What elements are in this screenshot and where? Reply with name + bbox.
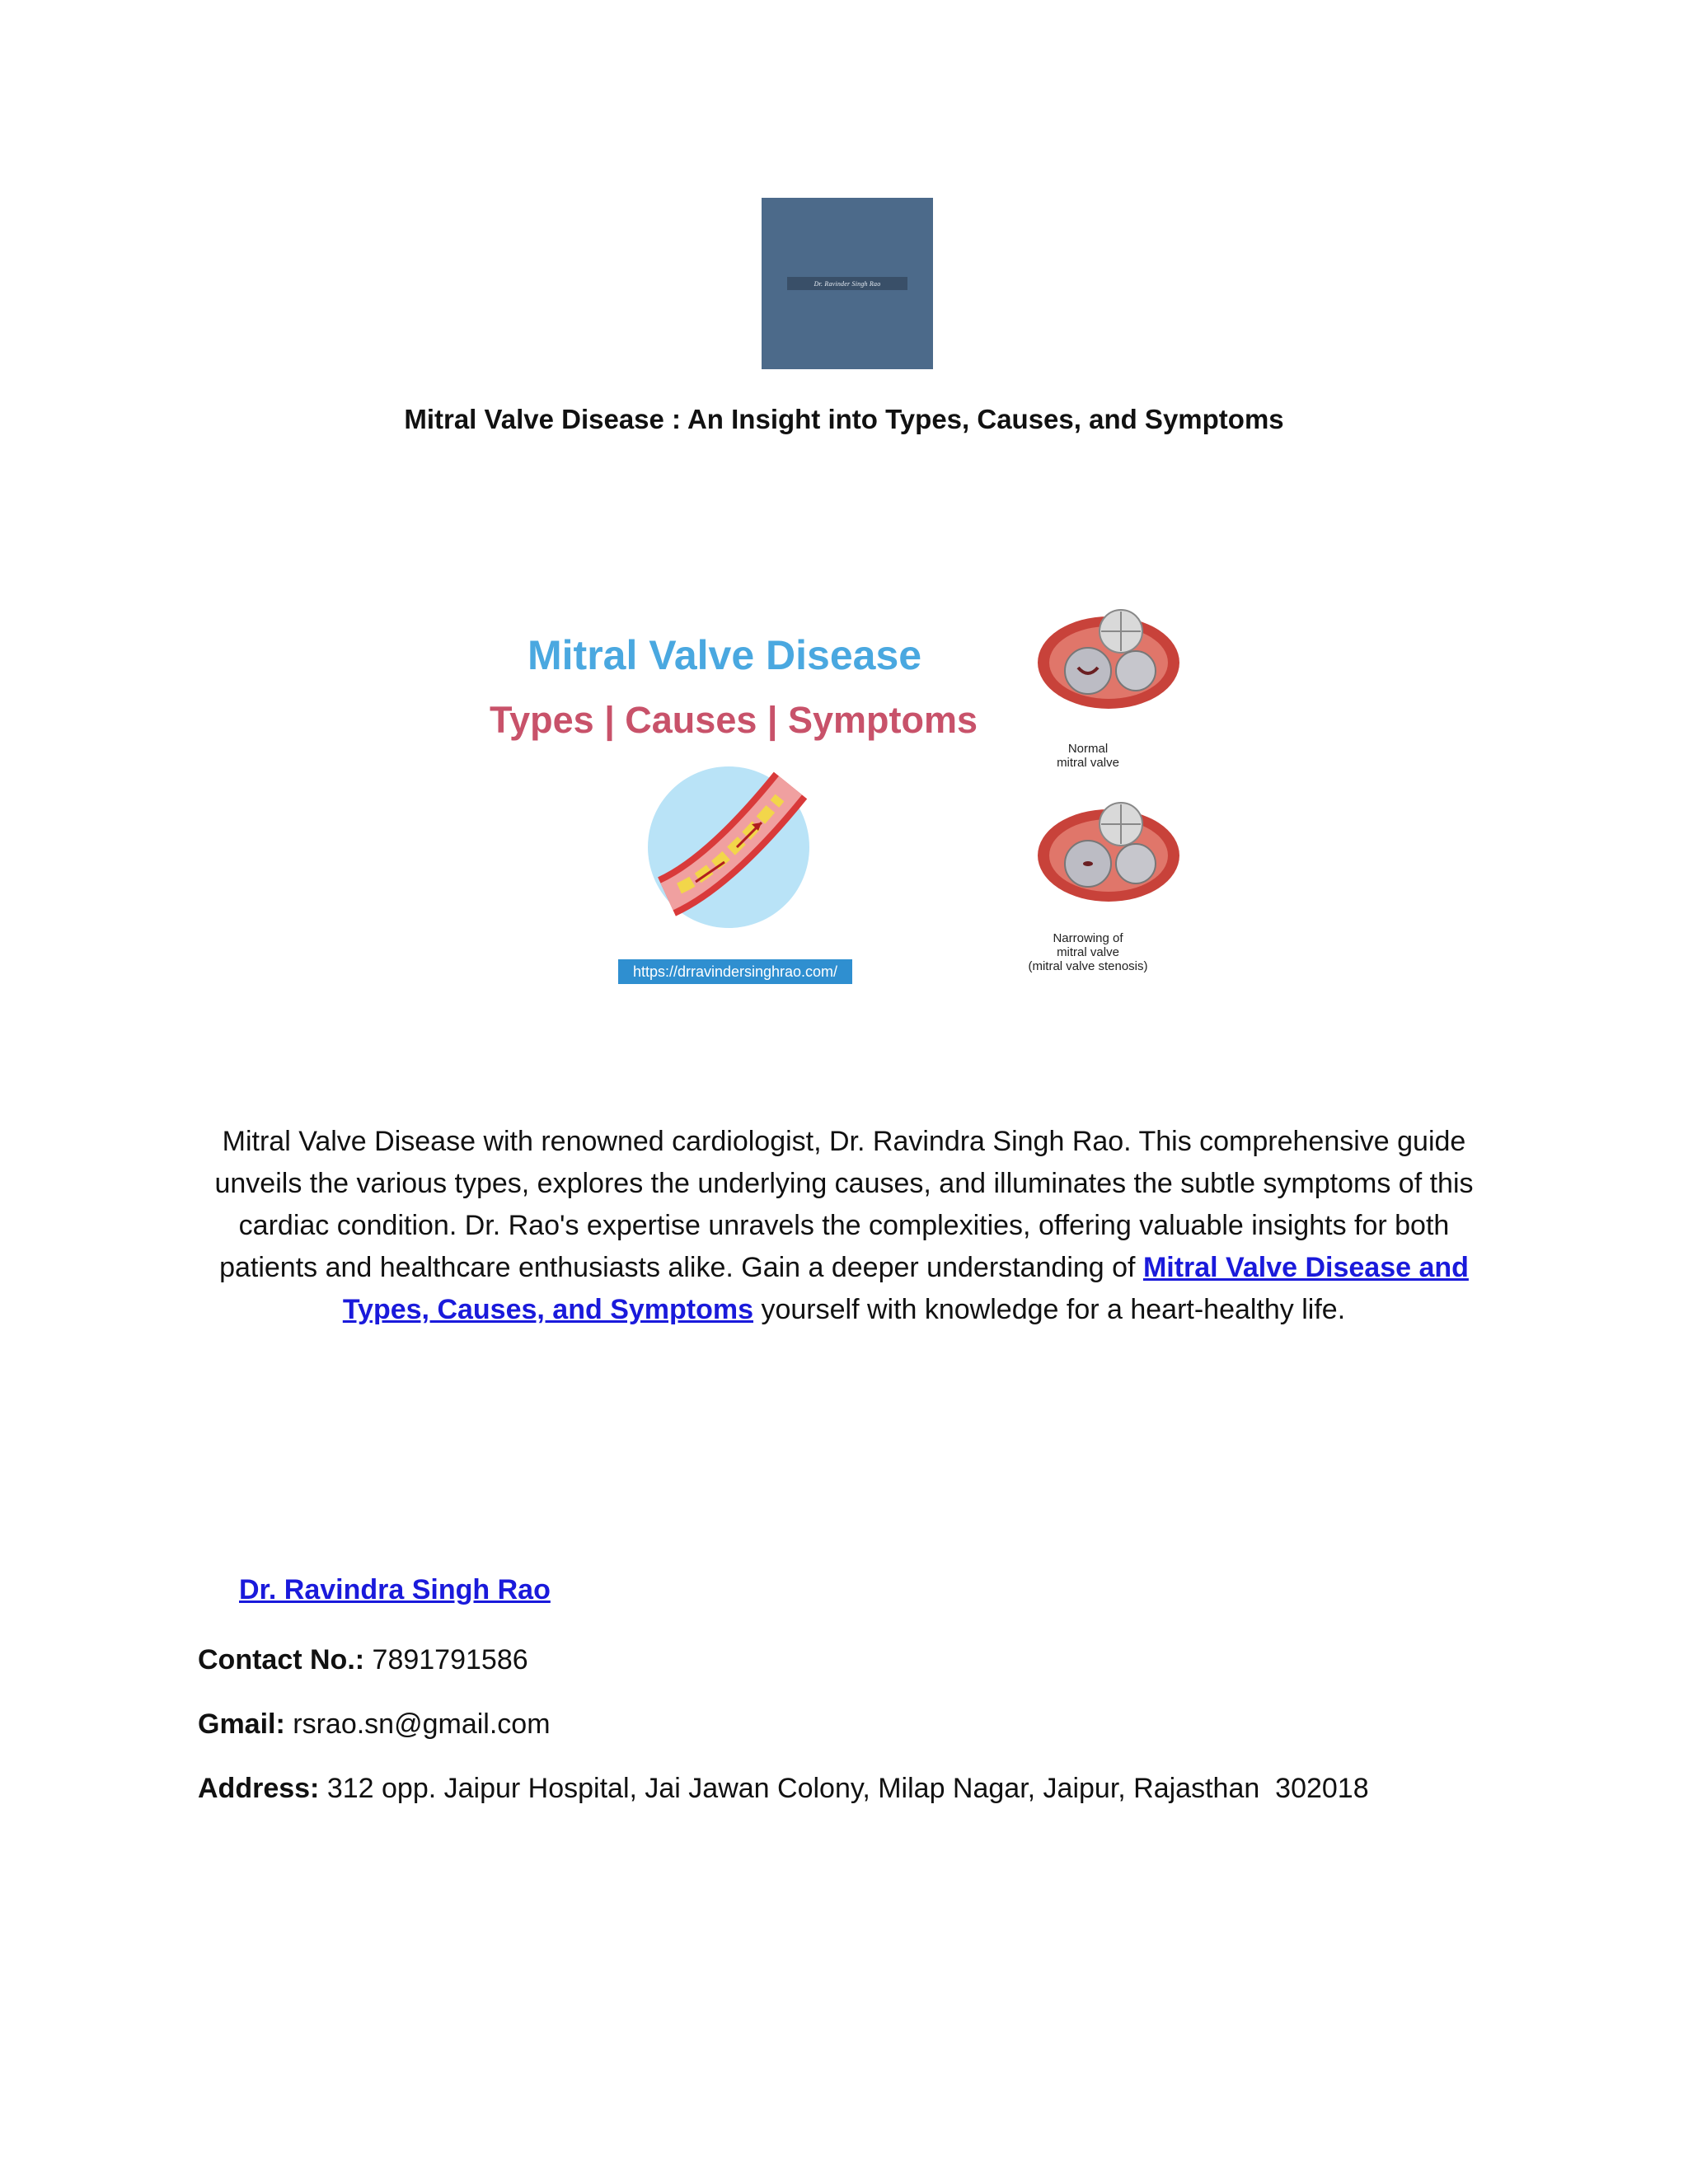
body-text-intro: Mitral Valve Disease with renowned cardiologist, Dr. Ravindra Singh Rao. This comprehensive guide unveils the various types, explores the underlying causes, and illuminates the subtle symptoms of this cardiac condition. Dr. Rao's expertise unravels the complexities, offering valuable insights for both patients and healthcare enthusiasts alike. Gain a deeper understanding of <box>214 1126 1474 1283</box>
caption-line: mitral valve <box>1057 945 1119 959</box>
article-link[interactable]: Mitral Valve Disease and Types, Causes, and Symptoms <box>342 1252 1469 1325</box>
contact-gmail <box>198 1708 551 1741</box>
contact-phone <box>198 1644 528 1676</box>
caption-line: Normal <box>1067 742 1109 756</box>
document-title: Mitral Valve Disease : An Insight into Types, Causes, and Symptoms <box>404 404 1284 434</box>
website-url-badge: https://drravindersinghrao.com/ <box>618 959 852 984</box>
caption-line: Narrowing of <box>1053 931 1123 945</box>
infographic-title: Mitral Valve Disease <box>528 632 922 678</box>
narrowed-valve-illustration <box>1030 796 1187 903</box>
address-label: Address: <box>198 1773 320 1804</box>
caption-line: mitral valve <box>1057 756 1119 770</box>
contact-address <box>198 1773 1369 1805</box>
normal-valve-illustration <box>1030 603 1187 710</box>
narrowed-valve-caption <box>993 931 1183 973</box>
artery-illustration <box>646 765 811 930</box>
infographic-image <box>470 602 1212 997</box>
logo <box>762 198 933 369</box>
phone-label: Contact No.: <box>198 1644 365 1675</box>
gmail-label: Gmail: <box>198 1708 285 1740</box>
logo-text: Dr. Ravinder Singh Rao <box>787 277 907 290</box>
phone-value: 7891791586 <box>364 1644 528 1675</box>
body-text-outro: yourself with knowledge for a heart-healthy life. <box>753 1294 1346 1325</box>
body-paragraph <box>198 1121 1490 1331</box>
author-link[interactable]: Dr. Ravindra Singh Rao <box>239 1574 551 1605</box>
caption-line: (mitral valve stenosis) <box>1028 959 1148 973</box>
address-value: 312 opp. Jaipur Hospital, Jai Jawan Colony, Milap Nagar, Jaipur, Rajasthan 302018 <box>319 1773 1369 1804</box>
infographic-subtitle: Types | Causes | Symptoms <box>489 699 978 741</box>
normal-valve-caption <box>1018 742 1158 770</box>
gmail-value: rsrao.sn@gmail.com <box>284 1708 551 1740</box>
